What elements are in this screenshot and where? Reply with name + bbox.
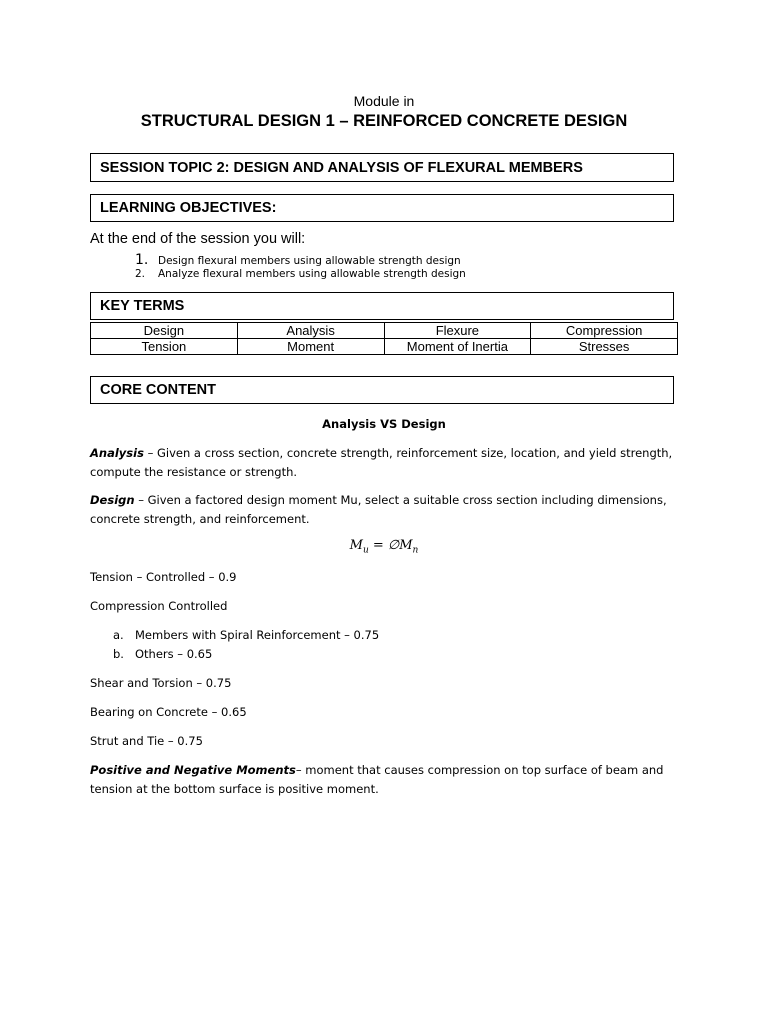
list-item bbox=[113, 645, 379, 664]
analysis-definition: – Given a cross section, concrete strength, reinforcement size, location, and yield strength, compute the resistance or strength. bbox=[90, 446, 673, 479]
list-marker: 2. bbox=[135, 268, 146, 280]
objective-text: Design flexural members using allowable strength design bbox=[158, 255, 461, 267]
moments-paragraph bbox=[90, 761, 680, 799]
analysis-term: Analysis bbox=[90, 446, 144, 460]
objectives-intro: At the end of the session you will: bbox=[90, 231, 306, 247]
key-terms-box bbox=[90, 292, 674, 320]
table-cell: Design bbox=[91, 323, 238, 339]
moments-term: Positive and Negative Moments bbox=[90, 763, 296, 777]
section-subheading: Analysis VS Design bbox=[322, 417, 446, 431]
learning-objectives-box bbox=[90, 194, 674, 222]
equation-lhs-sub: u bbox=[362, 545, 369, 556]
table-cell: Tension bbox=[91, 339, 238, 355]
equation-lhs: M bbox=[349, 538, 363, 553]
page-title: STRUCTURAL DESIGN 1 – REINFORCED CONCRETE DESIGN bbox=[140, 112, 628, 130]
list-marker: b. bbox=[113, 647, 124, 661]
list-item bbox=[135, 252, 466, 268]
strut-factor: Strut and Tie – 0.75 bbox=[90, 734, 203, 748]
list-item-text: Members with Spiral Reinforcement – 0.75 bbox=[135, 628, 380, 642]
objectives-list bbox=[135, 252, 466, 284]
shear-factor: Shear and Torsion – 0.75 bbox=[90, 676, 232, 690]
session-topic-heading: SESSION TOPIC 2: DESIGN AND ANALYSIS OF FLEXURAL MEMBERS bbox=[100, 159, 583, 176]
compression-list bbox=[113, 626, 379, 664]
moments-definition: – moment that causes compression on top surface of beam and tension at the bottom surface is positive moment. bbox=[90, 763, 664, 796]
session-topic-box bbox=[90, 153, 674, 182]
list-marker: 1. bbox=[135, 252, 149, 268]
design-term: Design bbox=[90, 493, 135, 507]
design-definition: – Given a factored design moment Mu, select a suitable cross section including dimensions, concrete strength, and reinforcement. bbox=[90, 493, 667, 526]
table-row bbox=[91, 339, 678, 355]
list-item-text: Others – 0.65 bbox=[135, 647, 213, 661]
table-cell: Compression bbox=[531, 323, 678, 339]
table-cell: Flexure bbox=[384, 323, 531, 339]
learning-objectives-heading: LEARNING OBJECTIVES: bbox=[100, 200, 277, 216]
equation-rhs-sub: n bbox=[412, 545, 419, 556]
table-row bbox=[91, 323, 678, 339]
equation-operator: = ∅ bbox=[368, 538, 400, 553]
module-label: Module in bbox=[353, 93, 415, 109]
table-cell: Moment of Inertia bbox=[384, 339, 531, 355]
core-content-heading: CORE CONTENT bbox=[100, 382, 216, 398]
list-marker: a. bbox=[113, 628, 124, 642]
key-terms-heading: KEY TERMS bbox=[100, 298, 185, 314]
moment-equation bbox=[0, 538, 768, 556]
list-item bbox=[135, 268, 466, 284]
objective-text: Analyze flexural members using allowable strength design bbox=[158, 268, 466, 280]
analysis-paragraph bbox=[90, 444, 680, 482]
bearing-factor: Bearing on Concrete – 0.65 bbox=[90, 705, 247, 719]
table-cell: Stresses bbox=[531, 339, 678, 355]
list-item bbox=[113, 626, 379, 645]
compression-factor: Compression Controlled bbox=[90, 599, 228, 613]
tension-factor: Tension – Controlled – 0.9 bbox=[90, 570, 237, 584]
table-cell: Analysis bbox=[237, 323, 384, 339]
key-terms-table bbox=[90, 322, 678, 355]
design-paragraph bbox=[90, 491, 680, 529]
equation-rhs: M bbox=[399, 538, 413, 553]
core-content-box bbox=[90, 376, 674, 404]
table-cell: Moment bbox=[237, 339, 384, 355]
